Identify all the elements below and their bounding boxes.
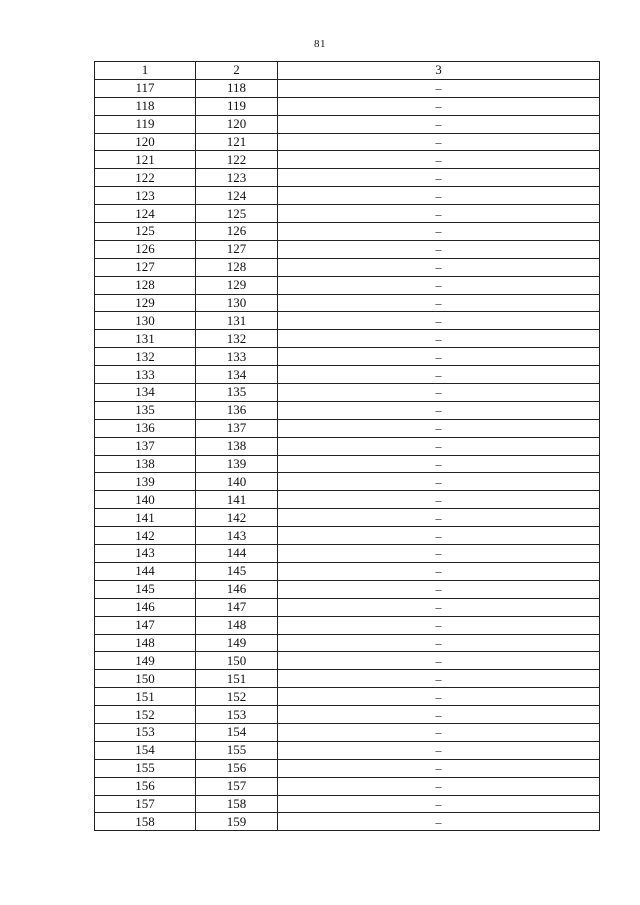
table-cell-col3 xyxy=(278,688,600,706)
page-number: 81 xyxy=(314,38,326,50)
table-cell-col3 xyxy=(278,545,600,563)
table-cell-col1: 152 xyxy=(95,706,196,724)
dash-mark: – xyxy=(435,170,442,185)
table-cell-col1: 147 xyxy=(95,616,196,634)
dash-mark: – xyxy=(435,296,442,311)
table-cell-col1: 138 xyxy=(95,455,196,473)
table-cell-col1: 142 xyxy=(95,527,196,545)
table-cell-col1: 132 xyxy=(95,348,196,366)
table-cell-col1: 141 xyxy=(95,509,196,527)
table-cell-col3 xyxy=(278,151,600,169)
table-cell-col2: 138 xyxy=(196,437,278,455)
table-cell-col1: 119 xyxy=(95,115,196,133)
table-cell-col2: 157 xyxy=(196,777,278,795)
table-row xyxy=(95,223,600,241)
table-cell-col3 xyxy=(278,634,600,652)
table-row xyxy=(95,562,600,580)
table-row xyxy=(95,455,600,473)
table-row xyxy=(95,688,600,706)
table-cell-col2: 140 xyxy=(196,473,278,491)
table-cell-col3 xyxy=(278,115,600,133)
table-row xyxy=(95,205,600,223)
table-row xyxy=(95,545,600,563)
table-cell-col2: 149 xyxy=(196,634,278,652)
table-cell-col3 xyxy=(278,294,600,312)
table-cell-col3 xyxy=(278,777,600,795)
dash-mark: – xyxy=(435,117,442,132)
table-row xyxy=(95,795,600,813)
dash-mark: – xyxy=(435,492,442,507)
dash-mark: – xyxy=(435,779,442,794)
table-row xyxy=(95,598,600,616)
table-cell-col2: 156 xyxy=(196,759,278,777)
table-cell-col3 xyxy=(278,366,600,384)
table-cell-col3 xyxy=(278,312,600,330)
table-cell-col1: 128 xyxy=(95,276,196,294)
table-cell-col1: 118 xyxy=(95,97,196,115)
table-cell-col2: 158 xyxy=(196,795,278,813)
table-row xyxy=(95,115,600,133)
table-row xyxy=(95,79,600,97)
table-row xyxy=(95,401,600,419)
table-row xyxy=(95,509,600,527)
dash-mark: – xyxy=(435,814,442,829)
table-cell-col3 xyxy=(278,527,600,545)
table-cell-col1: 151 xyxy=(95,688,196,706)
table-row xyxy=(95,652,600,670)
table-cell-col2: 145 xyxy=(196,562,278,580)
column-header-1: 1 xyxy=(95,62,196,80)
dash-mark: – xyxy=(435,81,442,96)
dash-mark: – xyxy=(435,260,442,275)
table-cell-col1: 129 xyxy=(95,294,196,312)
table-cell-col1: 124 xyxy=(95,205,196,223)
table-cell-col3 xyxy=(278,330,600,348)
table-cell-col2: 123 xyxy=(196,169,278,187)
table-row xyxy=(95,384,600,402)
table-cell-col2: 131 xyxy=(196,312,278,330)
table-cell-col1: 153 xyxy=(95,723,196,741)
dash-mark: – xyxy=(435,689,442,704)
table-cell-col1: 137 xyxy=(95,437,196,455)
table-cell-col3 xyxy=(278,723,600,741)
table-cell-col3 xyxy=(278,240,600,258)
table-cell-col2: 134 xyxy=(196,366,278,384)
table-header-row xyxy=(95,62,600,80)
table-cell-col2: 127 xyxy=(196,240,278,258)
table-cell-col3 xyxy=(278,759,600,777)
dash-mark: – xyxy=(435,349,442,364)
table-cell-col2: 155 xyxy=(196,741,278,759)
table-cell-col1: 156 xyxy=(95,777,196,795)
table-row xyxy=(95,670,600,688)
table-cell-col3 xyxy=(278,419,600,437)
table-cell-col3 xyxy=(278,706,600,724)
table-cell-col1: 125 xyxy=(95,223,196,241)
table-cell-col3 xyxy=(278,562,600,580)
table-cell-col2: 141 xyxy=(196,491,278,509)
table-cell-col2: 133 xyxy=(196,348,278,366)
table-cell-col1: 120 xyxy=(95,133,196,151)
table-row xyxy=(95,759,600,777)
dash-mark: – xyxy=(435,618,442,633)
dash-mark: – xyxy=(435,582,442,597)
table-cell-col1: 134 xyxy=(95,384,196,402)
dash-mark: – xyxy=(435,188,442,203)
table-row xyxy=(95,330,600,348)
table-cell-col2: 147 xyxy=(196,598,278,616)
table-cell-col2: 126 xyxy=(196,223,278,241)
table-row xyxy=(95,634,600,652)
column-header-3: 3 xyxy=(278,62,600,80)
dash-mark: – xyxy=(435,546,442,561)
table-row xyxy=(95,419,600,437)
table-row xyxy=(95,187,600,205)
dash-mark: – xyxy=(435,385,442,400)
table-cell-col3 xyxy=(278,205,600,223)
dash-mark: – xyxy=(435,653,442,668)
table-cell-col2: 132 xyxy=(196,330,278,348)
table-row xyxy=(95,527,600,545)
table-cell-col3 xyxy=(278,384,600,402)
table-row xyxy=(95,723,600,741)
table-cell-col1: 158 xyxy=(95,813,196,831)
table-cell-col1: 127 xyxy=(95,258,196,276)
table-cell-col2: 144 xyxy=(196,545,278,563)
dash-mark: – xyxy=(435,278,442,293)
table-cell-col2: 120 xyxy=(196,115,278,133)
dash-mark: – xyxy=(435,206,442,221)
table-cell-col3 xyxy=(278,741,600,759)
table-cell-col1: 144 xyxy=(95,562,196,580)
dash-mark: – xyxy=(435,242,442,257)
table-cell-col3 xyxy=(278,169,600,187)
table-cell-col1: 135 xyxy=(95,401,196,419)
dash-mark: – xyxy=(435,457,442,472)
dash-mark: – xyxy=(435,743,442,758)
table-cell-col3 xyxy=(278,813,600,831)
dash-mark: – xyxy=(435,99,442,114)
table-cell-col3 xyxy=(278,79,600,97)
table-row xyxy=(95,151,600,169)
table-row xyxy=(95,97,600,115)
dash-mark: – xyxy=(435,224,442,239)
table-cell-col2: 143 xyxy=(196,527,278,545)
table-cell-col1: 122 xyxy=(95,169,196,187)
dash-mark: – xyxy=(435,564,442,579)
table-cell-col1: 149 xyxy=(95,652,196,670)
dash-mark: – xyxy=(435,313,442,328)
dash-mark: – xyxy=(435,707,442,722)
table-row xyxy=(95,240,600,258)
table-cell-col3 xyxy=(278,258,600,276)
table-cell-col1: 139 xyxy=(95,473,196,491)
dash-mark: – xyxy=(435,635,442,650)
table-cell-col2: 154 xyxy=(196,723,278,741)
table-row xyxy=(95,169,600,187)
table-cell-col3 xyxy=(278,795,600,813)
table-row xyxy=(95,741,600,759)
dash-mark: – xyxy=(435,474,442,489)
table-cell-col1: 126 xyxy=(95,240,196,258)
dash-mark: – xyxy=(435,439,442,454)
table-body xyxy=(95,79,600,830)
dash-mark: – xyxy=(435,421,442,436)
table-cell-col3 xyxy=(278,455,600,473)
column-header-2: 2 xyxy=(196,62,278,80)
table-row xyxy=(95,133,600,151)
table-cell-col1: 148 xyxy=(95,634,196,652)
table-cell-col2: 152 xyxy=(196,688,278,706)
dash-mark: – xyxy=(435,796,442,811)
table-cell-col1: 136 xyxy=(95,419,196,437)
table-cell-col2: 148 xyxy=(196,616,278,634)
table-cell-col1: 143 xyxy=(95,545,196,563)
table-row xyxy=(95,706,600,724)
table-cell-col1: 157 xyxy=(95,795,196,813)
dash-mark: – xyxy=(435,135,442,149)
table-cell-col3 xyxy=(278,598,600,616)
table-cell-col1: 123 xyxy=(95,187,196,205)
dash-mark: – xyxy=(435,367,442,382)
table-cell-col1: 131 xyxy=(95,330,196,348)
table-cell-col1: 145 xyxy=(95,580,196,598)
table-cell-col2: 121 xyxy=(196,133,278,151)
table-cell-col2: 124 xyxy=(196,187,278,205)
dash-mark: – xyxy=(435,600,442,615)
table-cell-col2: 122 xyxy=(196,151,278,169)
table-cell-col1: 146 xyxy=(95,598,196,616)
table-cell-col1: 150 xyxy=(95,670,196,688)
table-row xyxy=(95,294,600,312)
table-cell-col2: 119 xyxy=(196,97,278,115)
table-cell-col3 xyxy=(278,401,600,419)
dash-mark: – xyxy=(435,331,442,346)
table-cell-col2: 136 xyxy=(196,401,278,419)
dash-mark: – xyxy=(435,761,442,776)
table-cell-col3 xyxy=(278,348,600,366)
table-row xyxy=(95,258,600,276)
table-cell-col1: 121 xyxy=(95,151,196,169)
table-row xyxy=(95,366,600,384)
table-cell-col3 xyxy=(278,509,600,527)
table-cell-col1: 133 xyxy=(95,366,196,384)
table-cell-col2: 146 xyxy=(196,580,278,598)
data-table xyxy=(94,61,600,831)
table-cell-col3 xyxy=(278,616,600,634)
table-row xyxy=(95,348,600,366)
table-row xyxy=(95,276,600,294)
table-row xyxy=(95,491,600,509)
table-cell-col3 xyxy=(278,223,600,241)
table-row xyxy=(95,473,600,491)
table-cell-col3 xyxy=(278,473,600,491)
table-cell-col1: 140 xyxy=(95,491,196,509)
table-cell-col1: 130 xyxy=(95,312,196,330)
table-cell-col2: 151 xyxy=(196,670,278,688)
table-cell-col2: 135 xyxy=(196,384,278,402)
table-cell-col2: 125 xyxy=(196,205,278,223)
table-row xyxy=(95,777,600,795)
table-cell-col1: 155 xyxy=(95,759,196,777)
table-cell-col3 xyxy=(278,187,600,205)
table-cell-col2: 130 xyxy=(196,294,278,312)
table-cell-col2: 142 xyxy=(196,509,278,527)
table-cell-col2: 159 xyxy=(196,813,278,831)
table-cell-col2: 150 xyxy=(196,652,278,670)
table-cell-col1: 117 xyxy=(95,79,196,97)
table-cell-col2: 139 xyxy=(196,455,278,473)
table-cell-col2: 129 xyxy=(196,276,278,294)
table-cell-col2: 128 xyxy=(196,258,278,276)
dash-mark: – xyxy=(435,152,442,167)
table-row xyxy=(95,813,600,831)
table-cell-col3 xyxy=(278,276,600,294)
dash-mark: – xyxy=(435,671,442,686)
table-cell-col3 xyxy=(278,580,600,598)
table-cell-col3 xyxy=(278,437,600,455)
dash-mark: – xyxy=(435,403,442,418)
table-row xyxy=(95,437,600,455)
table-cell-col2: 153 xyxy=(196,706,278,724)
dash-mark: – xyxy=(435,725,442,740)
table-row xyxy=(95,580,600,598)
table-cell-col3 xyxy=(278,97,600,115)
table-cell-col3 xyxy=(278,491,600,509)
table-cell-col3 xyxy=(278,670,600,688)
dash-mark: – xyxy=(435,510,442,525)
table-row xyxy=(95,312,600,330)
dash-mark: – xyxy=(435,528,442,543)
table-cell-col3 xyxy=(278,652,600,670)
table-cell-col2: 118 xyxy=(196,79,278,97)
table-cell-col3 xyxy=(278,133,600,151)
table-row xyxy=(95,616,600,634)
table-cell-col1: 154 xyxy=(95,741,196,759)
table-cell-col2: 137 xyxy=(196,419,278,437)
